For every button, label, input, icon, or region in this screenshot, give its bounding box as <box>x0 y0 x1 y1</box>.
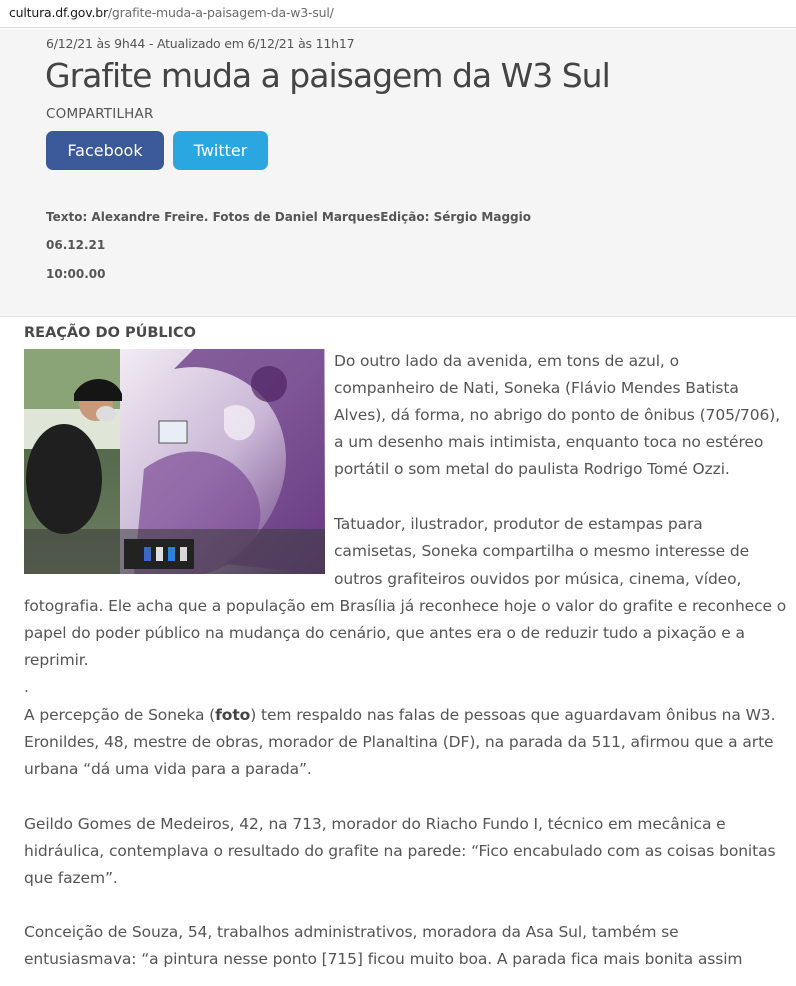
body-line: Conceição de Souza, 54, trabalhos administrativos, moradora da Asa Sul, também se <box>24 923 679 941</box>
body-line: Do outro lado da avenida, em tons de azul, o <box>334 352 679 370</box>
body-line: camisetas, Soneka compartilha o mesmo interesse de <box>334 542 750 560</box>
body-line: Alves), dá forma, no abrigo do ponto de ônibus (705/706), <box>334 406 781 424</box>
body-line: Tatuador, ilustrador, produtor de estampas para <box>334 515 703 533</box>
url-host: cultura.df.gov.br <box>9 5 108 20</box>
article-dateline: 6/12/21 às 9h44 - Atualizado em 6/12/21 às 11h17 <box>46 36 355 51</box>
body-line: outros grafiteiros ouvidos por música, cinema, vídeo, <box>334 570 742 588</box>
body-line: fotografia. Ele acha que a população em Brasília já reconhece hoje o valor do grafite e reconhece o <box>24 597 787 615</box>
graffiti-artist-photo <box>24 349 325 574</box>
address-bar[interactable] <box>0 0 796 28</box>
article-photo <box>24 349 325 574</box>
body-line: companheiro de Nati, Soneka (Flávio Mendes Batista <box>334 379 739 397</box>
body-line: reprimir. <box>24 651 89 669</box>
body-text: A percepção de Soneka ( <box>24 706 216 724</box>
article-date: 06.12.21 <box>46 238 106 252</box>
section-title: REAÇÃO DO PÚBLICO <box>24 325 196 341</box>
article-time: 10:00.00 <box>46 267 106 281</box>
share-label: COMPARTILHAR <box>46 106 154 122</box>
twitter-share-button[interactable]: Twitter <box>173 131 268 170</box>
body-line: que fazem”. <box>24 869 118 887</box>
article-header <box>0 29 796 317</box>
body-line: a um desenho mais intimista, enquanto toca no estéreo <box>334 433 764 451</box>
body-line: urbana “dá uma vida para a parada”. <box>24 760 312 778</box>
body-line: portátil o som metal do paulista Rodrigo Tomé Ozzi. <box>334 460 730 478</box>
body-line: papel do poder público na mudança do cenário, que antes era o de reduzir tudo a pixação e a <box>24 624 745 642</box>
url-path: /grafite-muda-a-paisagem-da-w3-sul/ <box>107 5 334 20</box>
body-line: Eronildes, 48, mestre de obras, morador de Planaltina (DF), na parada da 511, afirmou que a arte <box>24 733 774 751</box>
body-line: entusiasmava: “a pintura nesse ponto [715] ficou muito boa. A parada fica mais bonita assim <box>24 950 743 968</box>
photo-reference: foto <box>215 706 251 724</box>
body-text: ) tem respaldo nas falas de pessoas que aguardavam ônibus na W3. <box>250 706 776 724</box>
body-line: hidráulica, contemplava o resultado do grafite na parede: “Fico encabulado com as coisas bonitas <box>24 842 776 860</box>
body-line: . <box>24 678 29 696</box>
body-line <box>24 702 775 729</box>
facebook-share-button[interactable]: Facebook <box>46 131 164 170</box>
body-line: Geildo Gomes de Medeiros, 42, na 713, morador do Riacho Fundo I, técnico em mecânica e <box>24 815 726 833</box>
article-title: Grafite muda a paisagem da W3 Sul <box>45 56 610 95</box>
article-credits: Texto: Alexandre Freire. Fotos de Daniel MarquesEdição: Sérgio Maggio <box>46 210 531 224</box>
